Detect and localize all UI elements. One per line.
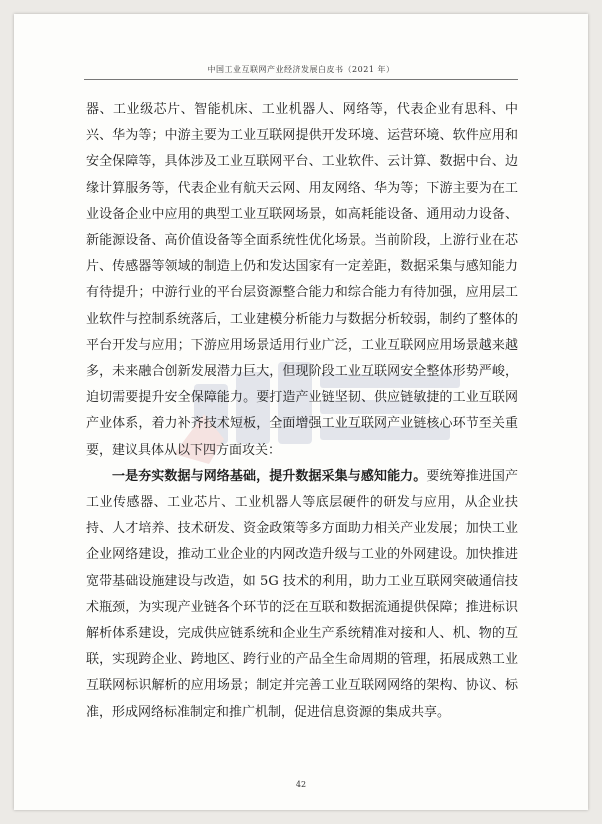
paragraph-2 bbox=[86, 464, 518, 726]
body-text bbox=[86, 97, 518, 726]
paragraph-2-text: 要统筹推进国产工业传感器、工业芯片、工业机器人等底层硬件的研发与应用，从企业扶持、人才培养、技术研发、资金政策等多方面助力相关产业发展；加快工业企业网络建设，推动工业企业的内网改造升级与工业的外网建设。加快推进宽带基础设施建设与改造，如 5G 技术的利用，助力工业互联网突破通信技术瓶颈，为实现产业链各个环节的泛在互联和数据流通提供保障；推进标识解析体系建设，完成供应链系统和企业生产系统精准对接和人、机、物的互联，实现跨企业、跨地区、跨行业的产品全生命周期的管理，拓展成熟工业互联网标识解析的应用场景；制定并完善工业互联网网络的架构、协议、标准，形成网络标准制定和推广机制，促进信息资源的集成共享。 bbox=[86, 468, 518, 720]
paragraph-1 bbox=[86, 97, 518, 464]
header-rule bbox=[84, 79, 518, 80]
document-page bbox=[14, 14, 588, 810]
running-header: 中国工业互联网产业经济发展白皮书（2021 年） bbox=[207, 65, 395, 74]
paragraph-1-text: 器、工业级芯片、智能机床、工业机器人、网络等，代表企业有思科、中兴、华为等；中游主要为工业互联网提供开发环境、运营环境、软件应用和安全保障等，具体涉及工业互联网平台、工业软件、云计算、数据中台、边缘计算服务等，代表企业有航天云网、用友网络、华为等；下游主要为在工业设备企业中应用的典型工业互联网场景，如高耗能设备、通用动力设备、新能源设备、高价值设备等全面系统性优化场景。当前阶段，上游行业在芯片、传感器等领域的制造上仍和发达国家有一定差距，数据采集与感知能力有待提升；中游行业的平台层资源整合能力和综合能力有待加强，应用层工业软件与控制系统落后，工业建模分析能力与数据分析较弱，制约了整体的平台开发与应用；下游应用场景适用行业广泛，工业互联网应用场景越来越多，未来融合创新发展潜力巨大，但现阶段工业互联网安全整体形势严峻，迫切需要提升安全保障能力。要打造产业链坚韧、供应链敏捷的工业互联网产业体系，着力补齐技术短板，全面增强工业互联网产业链核心环节至关重要，建议具体从以下四方面攻关： bbox=[86, 102, 518, 458]
paragraph-2-lead: 一是夯实数据与网络基础，提升数据采集与感知能力。 bbox=[112, 468, 427, 484]
page-number: 42 bbox=[295, 780, 307, 789]
